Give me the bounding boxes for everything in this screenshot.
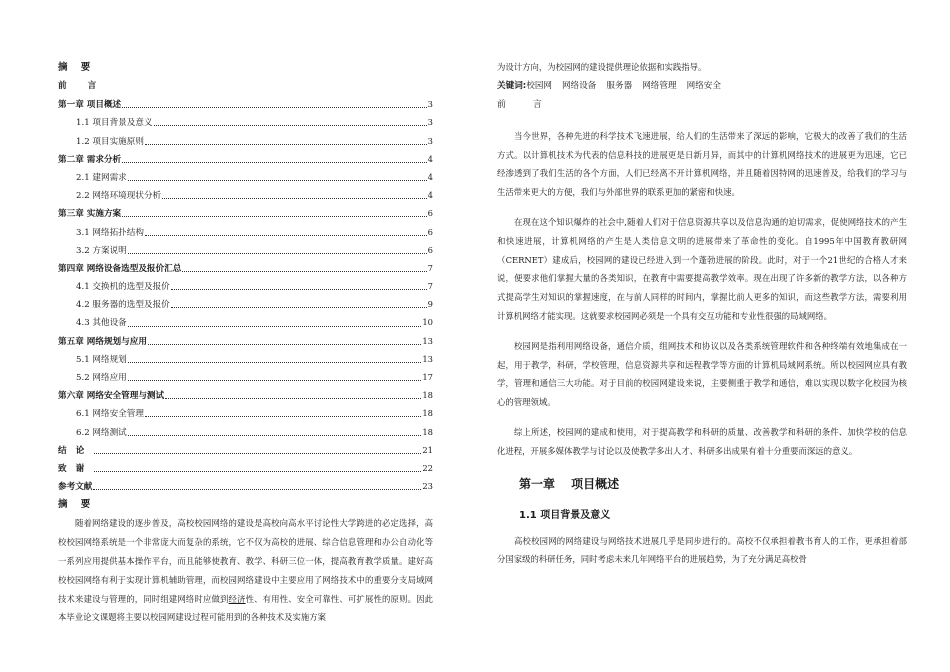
toc-entry-title: 第四章 网络设备选型及报价汇总 bbox=[58, 263, 182, 274]
toc-dot-leader bbox=[128, 361, 422, 363]
toc-entry-title: 6.2 网络测试 bbox=[76, 427, 127, 438]
toc-entry[interactable] bbox=[58, 204, 433, 222]
toc-dot-leader bbox=[122, 161, 427, 163]
toc-entry-page: 3 bbox=[427, 99, 433, 110]
toc-entry[interactable] bbox=[58, 132, 433, 150]
abstract-underlined-word: 经济 bbox=[228, 593, 246, 604]
toc-entry[interactable] bbox=[58, 477, 433, 495]
toc-entry[interactable] bbox=[58, 441, 433, 459]
toc-dot-leader bbox=[94, 470, 421, 472]
keywords-label: 关键词: bbox=[497, 80, 527, 91]
toc-entry-title: 6.1 网络安全管理 bbox=[76, 409, 144, 420]
keyword: 网络设备 bbox=[562, 80, 597, 91]
right-column bbox=[497, 58, 907, 569]
abstract-continuation: 为设计方向，为校园网的建设提供理论依据和实践指导。 bbox=[497, 62, 707, 72]
toc-entry-page: 3 bbox=[427, 135, 433, 146]
toc-entry-title: 致谢 bbox=[58, 463, 94, 474]
toc-dot-leader bbox=[148, 343, 421, 345]
toc-entry-title: 3.2 方案说明 bbox=[76, 245, 127, 256]
toc-entry-page: 9 bbox=[427, 299, 433, 310]
toc-entry-page: 10 bbox=[422, 317, 433, 328]
toc-entry-title: 第五章 网络规划与应用 bbox=[58, 336, 147, 347]
toc-entry-title: 1.1 项目背景及意义 bbox=[76, 118, 153, 129]
toc-entry-page: 21 bbox=[422, 444, 433, 455]
toc-dot-leader bbox=[122, 215, 427, 217]
toc-entry-title: 前 言 bbox=[58, 81, 106, 91]
toc-entry-page: 6 bbox=[427, 208, 433, 219]
toc-entry[interactable] bbox=[58, 423, 433, 441]
toc-entry[interactable] bbox=[58, 459, 433, 477]
abstract-body bbox=[58, 514, 433, 627]
left-column bbox=[58, 58, 433, 627]
toc-dot-leader bbox=[128, 252, 427, 254]
toc-dot-leader bbox=[165, 397, 421, 399]
toc-entry-title: 4.2 服务器的选型及报价 bbox=[76, 300, 170, 311]
toc-entry-page: 4 bbox=[427, 171, 433, 182]
toc-entry-page: 7 bbox=[427, 262, 433, 273]
keyword: 校园网 bbox=[526, 80, 553, 91]
toc-entry-page: 6 bbox=[427, 244, 433, 255]
toc-dot-leader bbox=[128, 325, 422, 327]
toc-entry-title: 4.1 交换机的选型及报价 bbox=[76, 282, 170, 293]
toc-entry[interactable] bbox=[58, 150, 433, 168]
toc-entry-title: 5.1 网络规划 bbox=[76, 354, 127, 365]
toc-entry-title: 2.2 网络环境现状分析 bbox=[76, 191, 162, 202]
toc-entry[interactable] bbox=[58, 404, 433, 422]
preface-paragraph: 综上所述，校园网的建成和使用，对于提高教学和科研的质量、改善教学和科研的条件、加快学校的信息化进程，开展多媒体教学与讨论以及使教学多出人才、科研多出成果有着十分重要而深远的意义。 bbox=[497, 426, 907, 456]
toc-dot-leader bbox=[122, 106, 427, 108]
toc-entry-page: 18 bbox=[422, 408, 433, 419]
toc-entry-page: 3 bbox=[427, 117, 433, 128]
section-1-1-title: 1.1 项目背景及意义 bbox=[519, 509, 611, 521]
toc-entry-page: 18 bbox=[422, 426, 433, 437]
toc-entry-page: 13 bbox=[422, 353, 433, 364]
toc-entry[interactable] bbox=[58, 223, 433, 241]
abstract-text-b: 性、有用性、安全可靠性、可扩展性的原则。因此本毕业论文课题将主要以校园网建设过程可能用到的各种技术及实施方案 bbox=[58, 593, 434, 623]
keyword: 服务器 bbox=[606, 80, 633, 91]
toc-entry-page: 7 bbox=[427, 281, 433, 292]
preface-paragraph: 校园网是指利用网络设备，通信介质，组网技术和协议以及各类系统管理软件和各种终端有效地集成在一起，用于教学，科研，学校管理，信息资源共享和远程教学等方面的计算机局域网系统。所以校园网应具有教学，管理和通信三大功能。对于目前的校园网建设来说，主要侧重于教学和通信，难以实现以数字化校园为核心的管理领域。 bbox=[497, 340, 907, 408]
toc-entry[interactable] bbox=[58, 241, 433, 259]
preface-body bbox=[497, 127, 907, 461]
toc-dot-leader bbox=[182, 270, 426, 272]
toc-dot-leader bbox=[128, 379, 422, 381]
preface-paragraph: 当今世界，各种先进的科学技术飞速进展，给人们的生活带来了深远的影响，它极大的改善了我们的生活方式。以计算机技术为代表的信息科技的进展更是日新月异，而其中的计算机网络技术的进展更为迅速，它已经渗透到了我们生活的各个方面，人们已经离不开计算机网络，并且随着因特网的迅速普及，给我们的学习与生活带来更大的方便，我们与外部世界的联系更加的紧密和快速。 bbox=[497, 130, 907, 198]
toc-entry-page: 18 bbox=[422, 390, 433, 401]
toc-entry[interactable] bbox=[58, 277, 433, 295]
keywords-list bbox=[526, 81, 731, 91]
table-of-contents bbox=[58, 77, 433, 495]
toc-entry[interactable] bbox=[58, 113, 433, 131]
toc-entry-title: 3.1 网络拓扑结构 bbox=[76, 227, 144, 238]
toc-entry-page: 17 bbox=[422, 372, 433, 382]
toc-dot-leader bbox=[145, 415, 421, 417]
chapter-one-title: 第一章 项目概述 bbox=[519, 476, 620, 491]
toc-entry[interactable] bbox=[58, 332, 433, 350]
toc-entry[interactable] bbox=[58, 386, 433, 404]
toc-dot-leader bbox=[162, 197, 427, 199]
preface-paragraph: 在现在这个知识爆炸的社会中,随着人们对于信息资源共享以及信息沟通的迫切需求，促使网络技术的产生和快速进展，计算机网络的产生是人类信息文明的进展带来了革命性的变化。自1995年中国教育教研网（CERNET）建成后，校园网的建设已经进入到一个蓬勃进展的阶段。此时，对于一个21世纪的合格人才来说，便要求他们掌握大量的各类知识，在教育中需要提高教学效率。现在出现了许多新的教学方法，以各种方式提高学生对知识的掌握速度，在与前人同样的时间内，掌握比前人更多的知识，而这些教学方法，需要利用计算机网络才能实现。这就要求校园网必须是一个具有交互功能和专业性很强的局域网络。 bbox=[497, 216, 907, 321]
toc-entry-title: 第二章 需求分析 bbox=[58, 154, 122, 165]
toc-dot-leader bbox=[128, 434, 422, 436]
toc-entry-title: 第六章 网络安全管理与测试 bbox=[58, 391, 165, 402]
toc-dot-leader bbox=[154, 124, 427, 126]
toc-entry-page: 22 bbox=[422, 462, 433, 473]
toc-entry-page: 4 bbox=[427, 153, 433, 164]
toc-entry-title: 第一章 项目概述 bbox=[58, 100, 122, 111]
toc-entry[interactable] bbox=[58, 368, 433, 386]
toc-entry-title: 结论 bbox=[58, 445, 94, 456]
toc-entry-title: 2.1 建网需求 bbox=[76, 172, 127, 183]
toc-entry[interactable] bbox=[58, 168, 433, 186]
toc-dot-leader bbox=[93, 488, 421, 490]
toc-entry[interactable] bbox=[58, 350, 433, 368]
toc-entry-title: 1.2 项目实施原则 bbox=[76, 136, 144, 147]
abstract-heading: 摘 要 bbox=[58, 499, 96, 511]
toc-entry-title: 5.2 网络应用 bbox=[76, 373, 127, 383]
toc-dot-leader bbox=[145, 234, 427, 236]
toc-dot-leader bbox=[128, 179, 427, 181]
toc-entry-title: 4.3 其他设备 bbox=[76, 318, 127, 329]
toc-entry[interactable] bbox=[58, 259, 433, 277]
toc-entry-page: 6 bbox=[427, 226, 433, 237]
toc-entry[interactable] bbox=[58, 186, 433, 204]
toc-entry[interactable] bbox=[58, 95, 433, 113]
toc-dot-leader bbox=[171, 288, 427, 290]
toc-entry[interactable] bbox=[58, 295, 433, 313]
toc-entry-title: 参考文献 bbox=[58, 482, 93, 493]
section-1-1-paragraph: 高校校园网的网络建设与网络技术进展几乎是同步进行的。高校不仅承担着教书育人的工作，更承担着部分国家级的科研任务，同时考虑未来几年网络平台的进展趋势，为了充分满足高校骨 bbox=[497, 535, 907, 565]
keyword: 网络管理 bbox=[642, 80, 677, 91]
toc-heading: 摘 要 bbox=[58, 62, 96, 73]
toc-dot-leader bbox=[171, 306, 427, 308]
toc-entry-title: 第三章 实施方案 bbox=[58, 209, 122, 220]
abstract-text-a: 随着网络建设的逐步普及，高校校园网络的建设是高校向高水平讨论性大学跨进的必定选择，高校校园网络系统是一个非常庞大而复杂的系统，它不仅为高校的进展、综合信息管理和办公自动化等一系列应用提供基本操作平台，而且能够使教育、教学、科研三位一体，提高教育教学质量。建好高校校园网络有利于实现计算机辅助管理，而校园网络建设中主要应用了网络技术中的重要分支局域网技术来建设与管理的，同时组建网络时应做到 bbox=[58, 518, 433, 604]
toc-entry[interactable] bbox=[58, 77, 433, 95]
toc-entry-page: 23 bbox=[422, 481, 433, 492]
keyword: 网络安全 bbox=[686, 80, 721, 91]
toc-dot-leader bbox=[94, 452, 421, 454]
toc-entry[interactable] bbox=[58, 313, 433, 331]
preface-title: 前 言 bbox=[497, 99, 554, 110]
toc-entry-page: 4 bbox=[427, 190, 433, 201]
toc-dot-leader bbox=[145, 143, 427, 145]
toc-entry-page: 13 bbox=[422, 335, 433, 346]
keywords-line bbox=[497, 77, 907, 96]
